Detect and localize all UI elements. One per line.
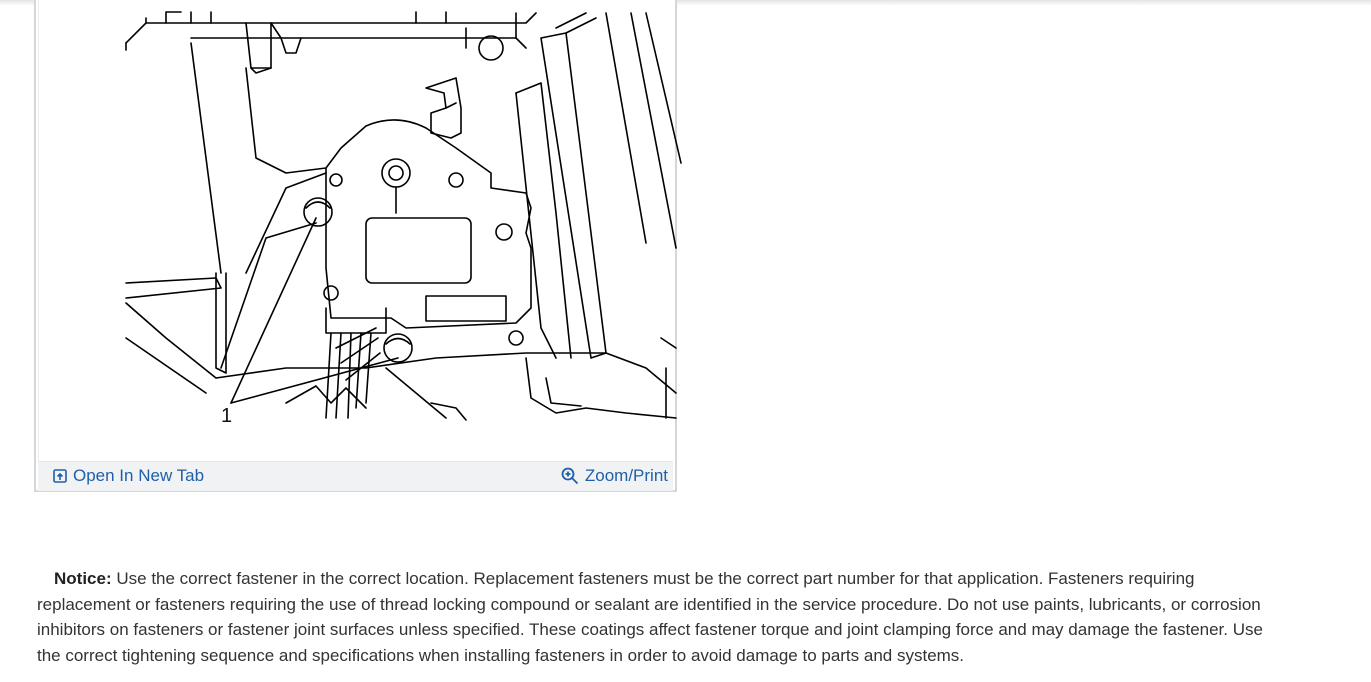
zoom-print-label: Zoom/Print [584, 466, 668, 485]
notice-label: Notice: [54, 569, 112, 588]
open-in-new-tab-link[interactable] [53, 466, 204, 486]
open-in-new-tab-icon [53, 469, 67, 483]
zoom-print-link[interactable] [561, 466, 668, 486]
zoom-in-icon [561, 467, 579, 485]
actuator-diagram [86, 8, 696, 428]
callout-number: 1 [221, 405, 233, 427]
figure-toolbar [38, 461, 673, 491]
open-in-new-tab-label: Open In New Tab [73, 466, 205, 485]
figure-container [34, 0, 677, 492]
notice-paragraph [37, 566, 1277, 668]
notice-text: Use the correct fastener in the correct location. Replacement fasteners must be the correct part number for that application. Fasteners requiring replacement or fasteners requiring the use of thread locking compound or sealant are identified in the service procedure. Do not use paints, lubricants, or corrosion inhibitors on fasteners or fastener joint surfaces unless specified. These coatings affect fastener torque and joint clamping force and may damage the fastener. Use the correct tightening sequence and specifications when installing fasteners in order to avoid damage to parts and systems. [37, 569, 1263, 665]
